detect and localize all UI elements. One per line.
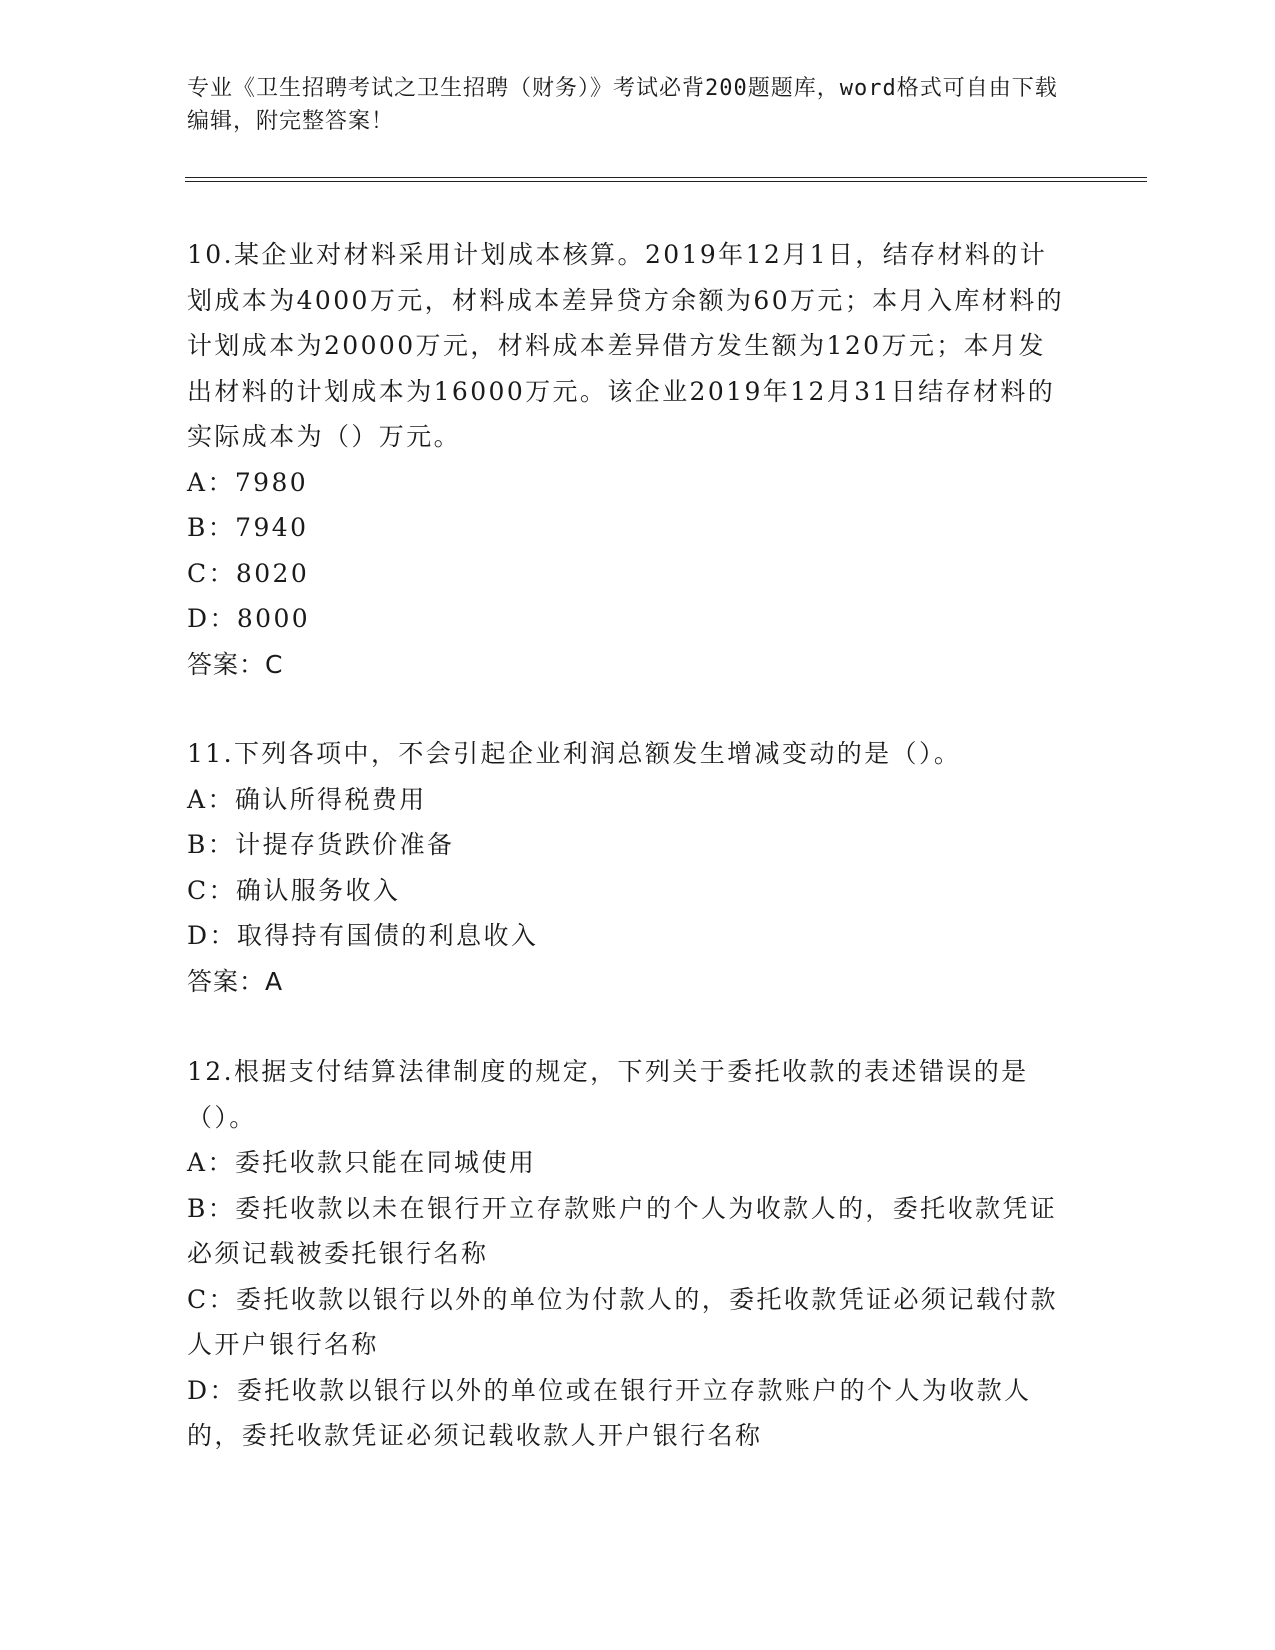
option-a: A：7980 (187, 467, 309, 497)
answer: 答案：A (187, 966, 284, 996)
question-12 (187, 1049, 1067, 1459)
question-11 (187, 731, 1067, 1004)
option-b: B：计提存货跌价准备 (187, 830, 455, 859)
option-d: D：委托收款以银行以外的单位或在银行开立存款账户的个人为收款人的，委托收款凭证必须记载收款人开户银行名称 (187, 1375, 1032, 1450)
question-stem: 12.根据支付结算法律制度的规定，下列关于委托收款的表述错误的是（）。 (187, 1057, 1029, 1132)
document-header: 专业《卫生招聘考试之卫生招聘（财务）》考试必背200题题库，word格式可自由下载编辑，附完整答案！ (187, 76, 1058, 134)
option-d: D：取得持有国债的利息收入 (187, 921, 539, 950)
question-10 (187, 232, 1067, 687)
answer: 答案：C (187, 649, 284, 679)
option-c: C：委托收款以银行以外的单位为付款人的，委托收款凭证必须记载付款人开户银行名称 (187, 1284, 1058, 1359)
option-a: A：委托收款只能在同城使用 (187, 1148, 537, 1177)
option-b: B：委托收款以未在银行开立存款账户的个人为收款人的，委托收款凭证必须记载被委托银行名称 (187, 1193, 1058, 1268)
option-c: C：8020 (187, 558, 310, 588)
header-rule-bottom (185, 181, 1147, 182)
option-a: A：确认所得税费用 (187, 784, 427, 814)
option-b: B：7940 (187, 513, 309, 542)
question-stem: 11.下列各项中，不会引起企业利润总额发生增减变动的是（）。 (187, 739, 962, 768)
question-stem: 10.某企业对材料采用计划成本核算。2019年12月1日，结存材料的计划成本为4000万元，材料成本差异贷方余额为60万元；本月入库材料的计划成本为20000万元，材料成本差异借方发生额为120万元；本月发出材料的计划成本为16000万元。该企业2019年12月31日结存材料的实际成本为（）万元。 (187, 240, 1065, 451)
option-c: C：确认服务收入 (187, 875, 401, 905)
option-d: D：8000 (187, 604, 311, 633)
header-rule-top (185, 177, 1147, 178)
